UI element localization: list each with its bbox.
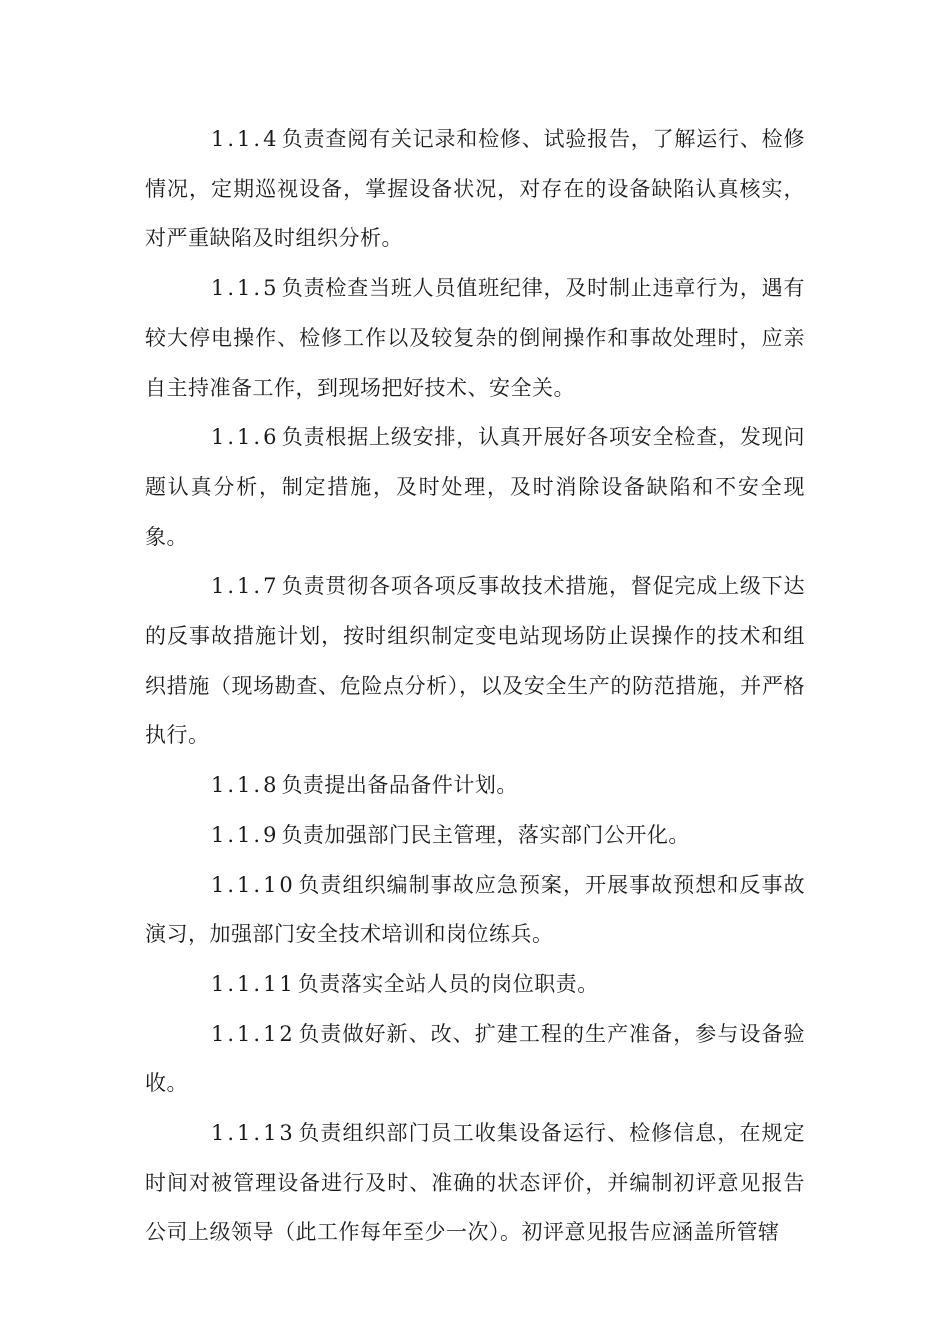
clause-text: 负责查阅有关记录和检修、试验报告，了解运行、检修情况，定期巡视设备，掌握设备状况，对存在的设备缺陷认真核实，对严重缺陷及时组织分析。 [145,127,805,251]
clause-number: 1.1.6 [211,425,280,450]
clause-1-1-6 [145,413,805,562]
clause-text: 负责加强部门民主管理，落实部门公开化。 [281,822,690,847]
clause-1-1-10 [145,861,805,960]
document-body [145,115,805,1258]
clause-1-1-12 [145,1010,805,1109]
clause-number: 1.1.13 [211,1121,296,1146]
clause-text: 负责组织部门员工收集设备运行、检修信息，在规定时间对被管理设备进行及时、准确的状态评价，并编制初评意见报告公司上级领导（此工作每年至少一次）。初评意见报告应涵盖所管辖 [145,1121,805,1245]
clause-number: 1.1.12 [211,1021,296,1046]
clause-1-1-7 [145,562,805,761]
clause-1-1-9 [145,811,805,861]
clause-number: 1.1.8 [211,773,280,798]
clause-1-1-5 [145,264,805,413]
clause-text: 负责组织编制事故应急预案，开展事故预想和反事故演习，加强部门安全技术培训和岗位练兵。 [145,872,805,947]
clause-text: 负责贯彻各项各项反事故技术措施，督促完成上级下达的反事故措施计划，按时组织制定变电站现场防止误操作的技术和组织措施（现场勘查、危险点分析），以及安全生产的防范措施，并严格执行。 [145,574,805,748]
clause-text: 负责根据上级安排，认真开展好各项安全检查，发现问题认真分析，制定措施，及时处理，及时消除设备缺陷和不安全现象。 [145,425,805,549]
clause-1-1-4 [145,115,805,264]
clause-number: 1.1.5 [211,276,280,301]
clause-number: 1.1.10 [211,872,296,897]
clause-1-1-11 [145,960,805,1010]
clause-text: 负责提出备品备件计划。 [281,773,518,798]
clause-text: 负责检查当班人员值班纪律，及时制止违章行为，遇有较大停电操作、检修工作以及较复杂的倒闸操作和事故处理时，应亲自主持准备工作，到现场把好技术、安全关。 [145,276,805,400]
clause-number: 1.1.11 [211,971,296,996]
clause-number: 1.1.4 [211,127,280,151]
clause-number: 1.1.9 [211,822,280,847]
clause-1-1-13 [145,1109,805,1258]
clause-text: 负责做好新、改、扩建工程的生产准备，参与设备验收。 [145,1021,805,1096]
clause-number: 1.1.7 [211,574,280,599]
clause-1-1-8 [145,761,805,811]
clause-text: 负责落实全站人员的岗位职责。 [297,971,599,996]
